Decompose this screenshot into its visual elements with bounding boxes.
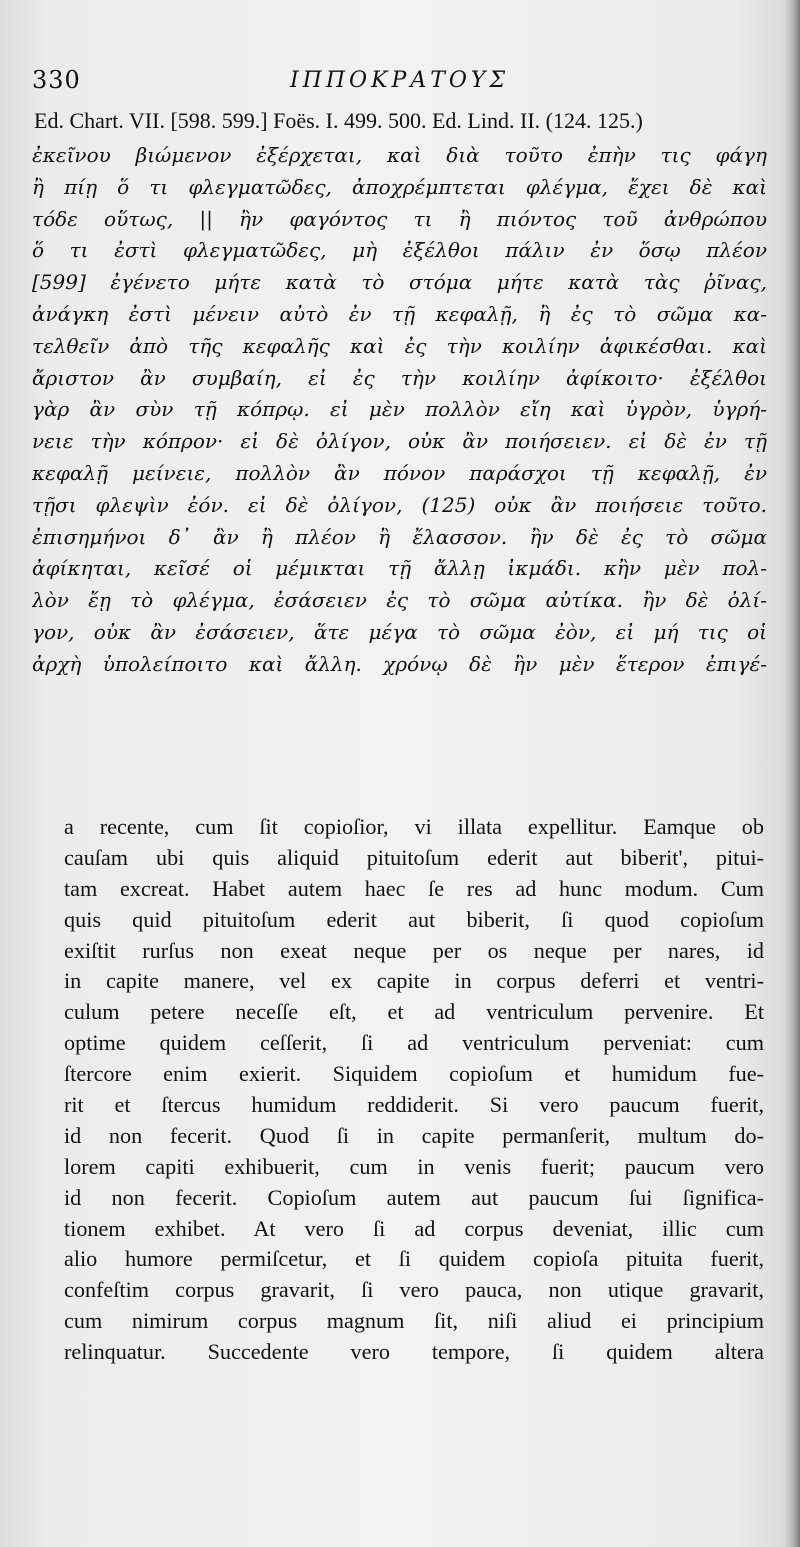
- greek-text-line: τελθεῖν ἀπὸ τῆς κεφαλῆς καὶ ἐς τὴν κοιλίην ἀφικέσθαι. καὶ: [32, 333, 767, 358]
- greek-text-line: νειε τὴν κόπρον· εἰ δὲ ὀλίγον, οὐκ ἂν ποιήσειεν. εἰ δὲ ἐν τῇ: [32, 429, 767, 454]
- latin-text-line: a recente, cum ſit copioſior, vi illata expellitur. Eamque ob: [64, 814, 764, 839]
- latin-translation-block: [64, 812, 764, 1368]
- greek-text-line: ἀρχὴ ὑπολείποιτο καὶ ἄλλη. χρόνῳ δὲ ἢν μὲν ἕτερον ἐπιγέ-: [32, 651, 767, 676]
- latin-text-line: id non fecerit. Quod ſi in capite permanſerit, multum do-: [64, 1122, 764, 1148]
- page-number: 330: [32, 66, 81, 94]
- latin-text-line: relinquatur. Succedente vero tempore, ſi quidem altera: [64, 1339, 764, 1365]
- latin-text-line: id non fecerit. Copioſum autem aut paucum ſui ſignifica-: [64, 1184, 764, 1210]
- greek-text-line: ἢ πίῃ ὅ τι φλεγματῶδες, ἀποχρέμπτεται φλέγμα, ἔχει δὲ καὶ: [32, 174, 767, 199]
- greek-text-line: ἐκεῖνου βιώμενον ἐξέρχεται, καὶ διὰ τοῦτο ἐπὴν τις φάγη: [32, 143, 767, 167]
- latin-text-line: in capite manere, vel ex capite in corpus deferri et ventri-: [64, 968, 764, 994]
- greek-text-line: [599] ἐγένετο μήτε κατὰ τὸ στόμα μήτε κατὰ τὰς ῥῖνας,: [32, 270, 767, 295]
- greek-text-line: τῇσι φλεψὶν ἐόν. εἰ δὲ ὀλίγον, (125) οὐκ ἂν ποιήσειε τοῦτο.: [32, 492, 767, 517]
- latin-text-line: tam excreat. Habet autem haec ſe res ad hunc modum. Cum: [64, 875, 764, 901]
- latin-text-line: ſtercore enim exierit. Siquidem copioſum et humidum fue-: [64, 1061, 764, 1087]
- latin-text-line: rit et ſtercus humidum reddiderit. Si vero paucum fuerit,: [64, 1092, 764, 1118]
- greek-text-line: ἀνάγκη ἐστὶ μένειν αὐτὸ ἐν τῇ κεφαλῇ, ἢ ἐς τὸ σῶμα κα-: [32, 301, 767, 326]
- greek-text-line: ἐπισημήνοι δ᾽ ἂν ἢ πλέον ἢ ἔλασσον. ἢν δὲ ἐς τὸ σῶμα: [32, 524, 767, 549]
- latin-text-line: exiſtit rurſus non exeat neque per os neque per nares, id: [64, 937, 764, 963]
- greek-text-line: ἄριστον ἂν συμβαίη, εἰ ἐς τὴν κοιλίην ἀφίκοιτο· ἐξέλθοι: [32, 365, 767, 390]
- greek-text-block: [32, 140, 767, 681]
- greek-text-line: ὅ τι ἐστὶ φλεγματῶδες, μὴ ἐξέλθοι πάλιν ἐν ὅσῳ πλέον: [32, 238, 767, 263]
- latin-text-line: culum petere neceſſe eſt, et ad ventriculum pervenire. Et: [64, 999, 764, 1025]
- latin-text-line: lorem capiti exhibuerit, cum in venis fuerit; paucum vero: [64, 1153, 764, 1179]
- greek-text-line: τόδε οὕτως, || ἢν φαγόντος τι ἢ πιόντος τοῦ ἀνθρώπου: [32, 206, 767, 231]
- page-header: [32, 64, 767, 100]
- latin-text-line: optime quidem ceſſerit, ſi ad ventriculum perveniat: cum: [64, 1030, 764, 1056]
- greek-text-line: κεφαλῇ μείνειε, πολλὸν ἂν πόνον παράσχοι τῇ κεφαλῇ, ἐν: [32, 460, 767, 485]
- latin-text-line: cum nimirum corpus magnum ſit, niſi aliud ei principium: [64, 1308, 764, 1334]
- latin-text-line: tionem exhibet. At vero ſi ad corpus deveniat, illic cum: [64, 1215, 764, 1241]
- latin-text-line: alio humore permiſcetur, et ſi quidem copioſa pituita fuerit,: [64, 1246, 764, 1272]
- latin-text-line: cauſam ubi quis aliquid pituitoſum ederit aut biberit', pitui-: [64, 844, 764, 870]
- edition-reference-line: Ed. Chart. VII. [598. 599.] Foës. I. 499. 500. Ed. Lind. II. (124. 125.): [34, 108, 643, 133]
- running-title: ΙΠΠΟΚΡΑΤΟΥΣ: [289, 68, 509, 93]
- greek-text-line: γὰρ ἂν σὺν τῇ κόπρῳ. εἰ μὲν πολλὸν εἴη καὶ ὑγρὸν, ὑγρή-: [32, 397, 767, 422]
- latin-text-line: confeſtim corpus gravarit, ſi vero pauca, non utique gravarit,: [64, 1277, 764, 1303]
- greek-text-line: γον, οὐκ ἂν ἐσάσειεν, ἅτε μέγα τὸ σῶμα ἐὸν, εἰ μή τις οἱ: [32, 619, 767, 644]
- greek-text-line: λὸν ἔῃ τὸ φλέγμα, ἐσάσειεν ἐς τὸ σῶμα αὐτίκα. ἢν δὲ ὀλί-: [32, 588, 767, 613]
- binding-shadow: [784, 0, 800, 1547]
- latin-text-line: quis quid pituitoſum ederit aut biberit, ſi quod copioſum: [64, 906, 764, 932]
- greek-text-line: ἀφίκηται, κεῖσέ οἱ μέμικται τῇ ἄλλῃ ἰκμάδι. κἢν μὲν πολ-: [32, 556, 767, 581]
